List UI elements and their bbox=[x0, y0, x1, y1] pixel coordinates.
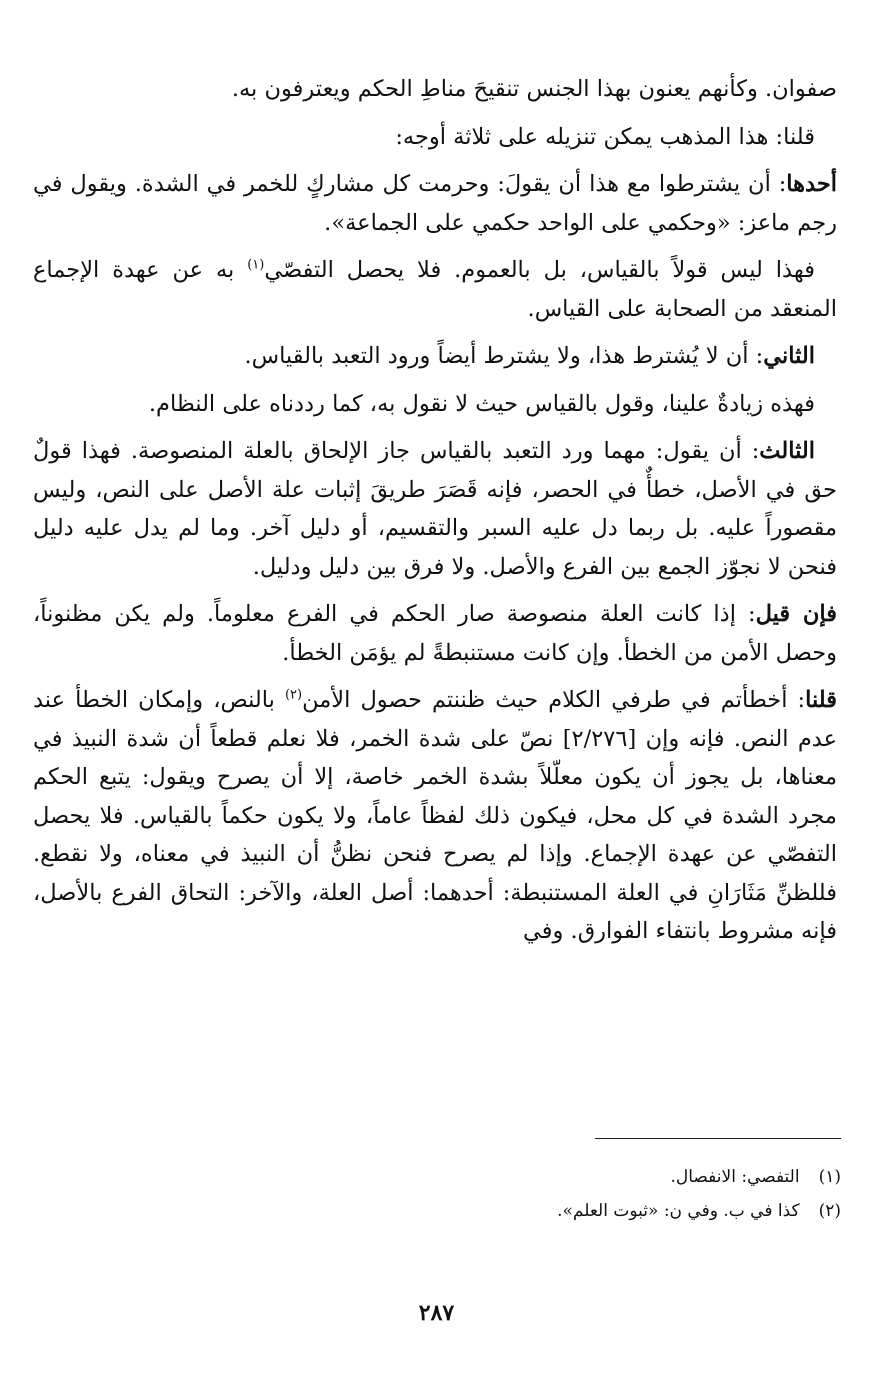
paragraph-label: الثاني bbox=[763, 343, 815, 369]
footnote-number: (١) bbox=[818, 1167, 841, 1187]
paragraph-label: قلنا bbox=[805, 687, 837, 713]
paragraph-text: : أخطأتم في طرفي الكلام حيث ظننتم حصول الأمن bbox=[302, 687, 806, 713]
paragraph bbox=[33, 70, 837, 109]
paragraph-text: : أن لا يُشترط هذا، ولا يشترط أيضاً ورود التعبد بالقياس. bbox=[244, 343, 764, 369]
footnote-ref: (٢) bbox=[284, 687, 303, 703]
paragraph-label: الثالث bbox=[759, 438, 815, 464]
paragraph-text: بالنص، وإمكان الخطأ عند عدم النص. فإنه وإن [٢/٢٧٦] نصّ على شدة الخمر، فلا نعلم قطعاً أن شدة النبيذ في معناها، بل يجوز أن يكون معلّلاً بشدة الخمر خاصة، إلا أن يصرح ويقول: يتبع الحكم مجرد الشدة في كل محل، فيكون ذلك لفظاً عاماً، ولا يكون حكماً بالقياس. فلا يحصل التفصّي عن عهدة الإجماع. وإذا لم يصرح فنحن نظنُّ أن النبيذ في معناه، ولا نقطع. فللظنِّ مَثَارَانِ في العلة المستنبطة: أحدهما: أصل العلة، والآخر: التحاق الفرع بالأصل، فإنه مشروط بانتفاء الفوارق. وفي bbox=[33, 687, 837, 944]
paragraph-text: به عن عهدة الإجماع المنعقد من الصحابة على القياس. bbox=[33, 257, 837, 322]
paragraph-text: صفوان. وكأنهم يعنون بهذا الجنس تنقيحَ مناطِ الحكم ويعترفون به. bbox=[231, 76, 837, 102]
paragraph-label: أحدها bbox=[786, 171, 837, 197]
paragraph-text: : أن يشترطوا مع هذا أن يقولَ: وحرمت كل مشاركٍ للخمر في الشدة. ويقول في رجم ماعز: «وحكمي على الواحد حكمي على الجماعة». bbox=[33, 171, 837, 236]
footnote-divider bbox=[595, 1138, 841, 1139]
footnote bbox=[51, 1194, 841, 1228]
paragraph bbox=[33, 118, 837, 157]
footnote-text: التفصي: الانفصال. bbox=[670, 1167, 800, 1187]
paragraph bbox=[33, 165, 837, 242]
paragraph-text: فهذه زيادةٌ علينا، وقول بالقياس حيث لا نقول به، كما رددناه على النظام. bbox=[148, 390, 815, 417]
page-number: ٢٨٧ bbox=[418, 1300, 455, 1326]
paragraph-text: فهذا ليس قولاً بالقياس، بل بالعموم. فلا يحصل التفصّي bbox=[264, 257, 815, 283]
paragraph-label: فإن قيل bbox=[755, 601, 837, 627]
paragraph bbox=[33, 432, 837, 586]
paragraph bbox=[33, 595, 837, 672]
paragraph-text: : إذا كانت العلة منصوصة صار الحكم في الفرع معلوماً. ولم يكن مظنوناً، وحصل الأمن من الخطأ. وإن كانت مستنبطةً لم يؤمَن الخطأ. bbox=[33, 601, 837, 666]
footnote-text: كذا في ب. وفي ن: «ثبوت العلم». bbox=[557, 1201, 800, 1221]
footnotes bbox=[51, 1160, 841, 1228]
paragraph bbox=[33, 251, 837, 328]
paragraph bbox=[33, 337, 837, 376]
footnote-ref: (١) bbox=[247, 257, 265, 273]
paragraph bbox=[33, 681, 837, 951]
footnote bbox=[51, 1160, 841, 1194]
footnote-number: (٢) bbox=[818, 1201, 841, 1221]
paragraph-text: قلنا: هذا المذهب يمكن تنزيله على ثلاثة أوجه: bbox=[395, 123, 815, 150]
paragraph bbox=[33, 385, 837, 424]
main-text bbox=[33, 70, 837, 960]
paragraph-text: : أن يقول: مهما ورد التعبد بالقياس جاز الإلحاق بالعلة المنصوصة. فهذا قولٌ حق في الأصل، خطأٌ في الحصر، فإنه قَصَرَ طريقَ إثبات علة الأصل على النص، وليس مقصوراً عليه. بل ربما دل عليه السبر والتقسيم، أو دليل آخر. وما لم يدل عليه دليل فنحن لا نجوّز الجمع بين الفرع والأصل. ولا فرق بين دليل ودليل. bbox=[33, 438, 837, 580]
